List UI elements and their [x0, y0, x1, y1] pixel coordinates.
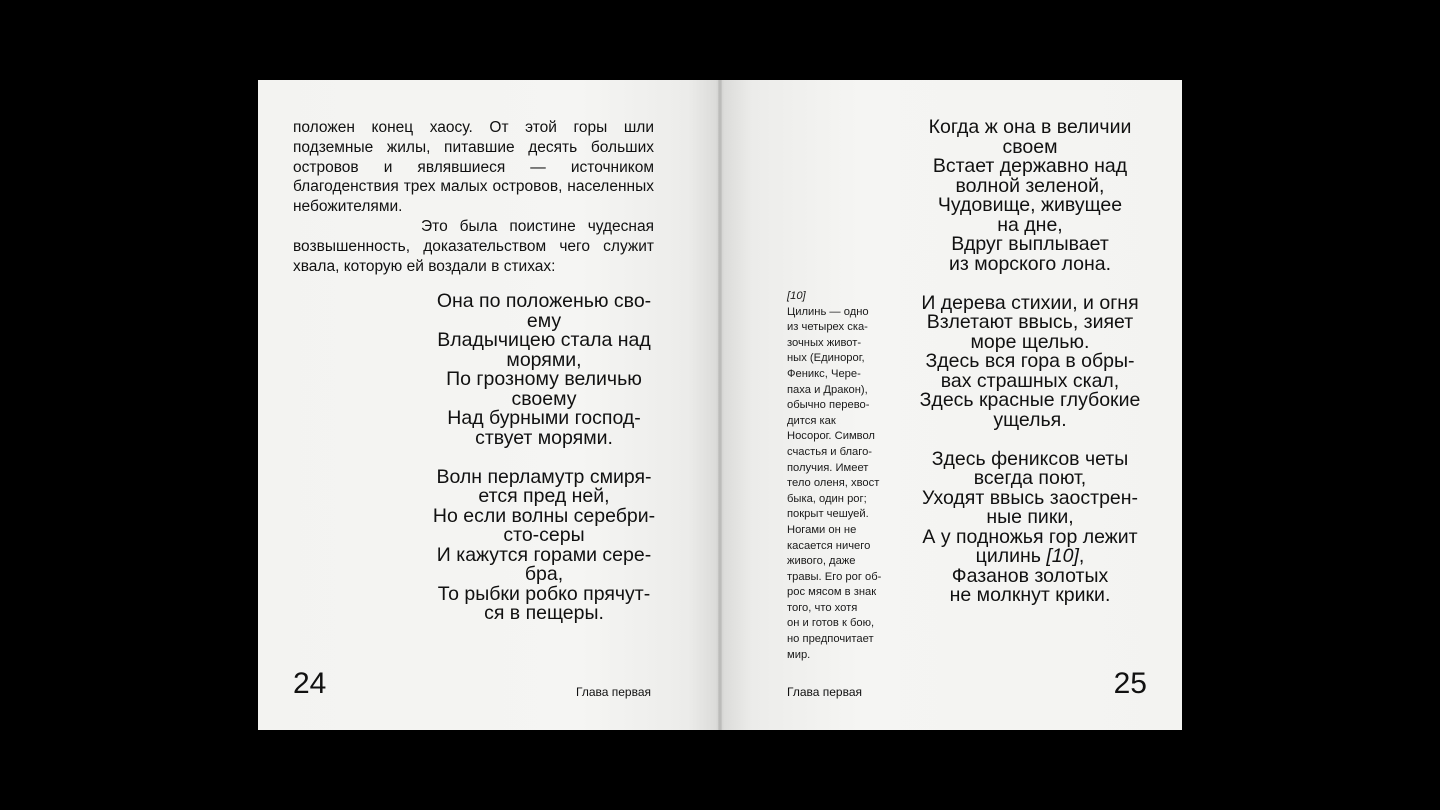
left-poem: [408, 292, 680, 643]
poem-line: всегда поют,: [973, 467, 1087, 489]
poem-line: морями,: [506, 348, 582, 371]
poem-line: Вдруг выплывает: [951, 233, 1109, 255]
poem-line: сто-серы: [503, 524, 585, 546]
prose-paragraph-1: положен конец хаосу. От этой горы шли подземные жилы, питавшие десять больших островов и являвшиеся — источником благоденствия трех малых островов, населенных небожителями.: [293, 119, 654, 216]
poem-line-suffix: ,: [1078, 545, 1085, 567]
chapter-title: Глава первая: [787, 685, 863, 699]
footnote-line: мир.: [787, 648, 811, 661]
footnote-line: но предпочитает: [787, 633, 874, 646]
poem-line: своем: [1002, 135, 1058, 158]
prose-block: [293, 118, 654, 276]
poem-line: А у подножья гор лежит: [922, 525, 1138, 548]
poem-line: Уходят ввысь заострен-: [921, 486, 1139, 509]
poem-line: Взлетают ввысь, зияет: [926, 311, 1134, 333]
poem-stanza: [408, 465, 680, 624]
poem-stanza: [880, 447, 1180, 606]
footnote-line: паха и Дракон),: [787, 383, 868, 396]
book-spread: [258, 80, 1182, 730]
footnote-line: из четырех ска-: [787, 321, 868, 334]
footnote-number: [10]: [787, 290, 806, 302]
footnote-line: травы. Его рог об-: [787, 570, 882, 583]
footnote-line: быка, один рог;: [787, 492, 867, 505]
left-page: [258, 80, 720, 730]
poem-line: ущелья.: [993, 408, 1067, 431]
poem-stanza: [408, 292, 680, 448]
footnote-line: Ногами он не: [787, 523, 857, 536]
poem-line: своему: [511, 387, 577, 410]
poem-line: По грозному величью: [446, 368, 642, 390]
poem-line: ется пред ней,: [478, 485, 610, 507]
poem-line: ему: [526, 309, 562, 332]
book-gutter: [718, 80, 722, 730]
poem-line-prefix: цилинь: [975, 545, 1047, 567]
footnote-line: ных (Единорог,: [787, 352, 865, 365]
poem-stanza: [880, 291, 1180, 431]
footnote: [787, 289, 897, 663]
footnote-line: того, что хотя: [787, 601, 858, 614]
poem-line-with-reference: [880, 547, 1180, 567]
poem-line: ные пики,: [986, 506, 1074, 528]
prose-paragraph-2: Это была поистине чудесная возвышенность, доказательством чего служит хвала, которую ей воздали в стихах:: [293, 217, 654, 275]
poem-line: из морского лона.: [948, 252, 1112, 275]
poem-line: Фазанов золотых: [951, 564, 1109, 587]
poem-line: И дерева стихии, и огня: [921, 291, 1139, 314]
footnote-line: касается ничего: [787, 539, 871, 552]
poem-line: Встает державно над: [932, 155, 1128, 177]
footnote-reference[interactable]: [10]: [1046, 545, 1079, 567]
footnote-line: счастья и благо-: [787, 445, 873, 458]
poem-line: не молкнут крики.: [949, 584, 1111, 606]
poem-stanza: [880, 118, 1180, 274]
poem-line: на дне,: [997, 213, 1063, 236]
footnote-line: он и готов к бою,: [787, 617, 875, 630]
right-poem: [880, 118, 1180, 625]
poem-line: Владычицею стала над: [437, 329, 651, 351]
poem-line: Здесь фениксов четы: [931, 447, 1129, 470]
footnote-line: тело оленя, хвост: [787, 477, 880, 490]
footnote-line: рос мясом в знак: [787, 586, 877, 599]
poem-line: море щелью.: [970, 330, 1090, 353]
poem-line: ся в пещеры.: [484, 602, 604, 624]
footnote-line: обычно перево-: [787, 399, 870, 412]
poem-line: волной зеленой,: [955, 174, 1105, 197]
poem-line: Волн перламутр смиря-: [436, 465, 652, 488]
poem-line: Но если волны серебри-: [432, 504, 656, 527]
poem-line: Чудовище, живущее: [937, 194, 1123, 216]
poem-line: И кажутся горами сере-: [436, 543, 652, 566]
poem-line: бра,: [524, 563, 564, 585]
poem-line: Здесь красные глубокие: [919, 389, 1141, 411]
footnote-line: дится как: [787, 414, 836, 427]
footnote-line: зочных живот-: [787, 336, 862, 349]
poem-line: Когда ж она в величии: [928, 116, 1132, 138]
poem-line: Здесь вся гора в обры-: [925, 350, 1135, 372]
poem-line: То рыбки робко прячут-: [437, 582, 651, 605]
footnote-line: Носорог. Символ: [787, 430, 875, 443]
page-number: 24: [293, 667, 327, 700]
footnote-line: Феникс, Чере-: [787, 367, 861, 380]
page-number: 25: [1113, 667, 1147, 700]
poem-line: Над бурными господ-: [447, 407, 641, 429]
footnote-line: Цилинь — одно: [787, 305, 869, 318]
footnote-line: получия. Имеет: [787, 461, 869, 474]
footnote-line: покрыт чешуей.: [787, 508, 869, 521]
poem-line: Она по положенью сво-: [436, 290, 652, 312]
poem-line: вах страшных скал,: [940, 369, 1120, 392]
chapter-title: Глава первая: [576, 685, 652, 699]
footnote-line: живого, даже: [787, 555, 856, 568]
poem-line: ствует морями.: [475, 426, 613, 449]
